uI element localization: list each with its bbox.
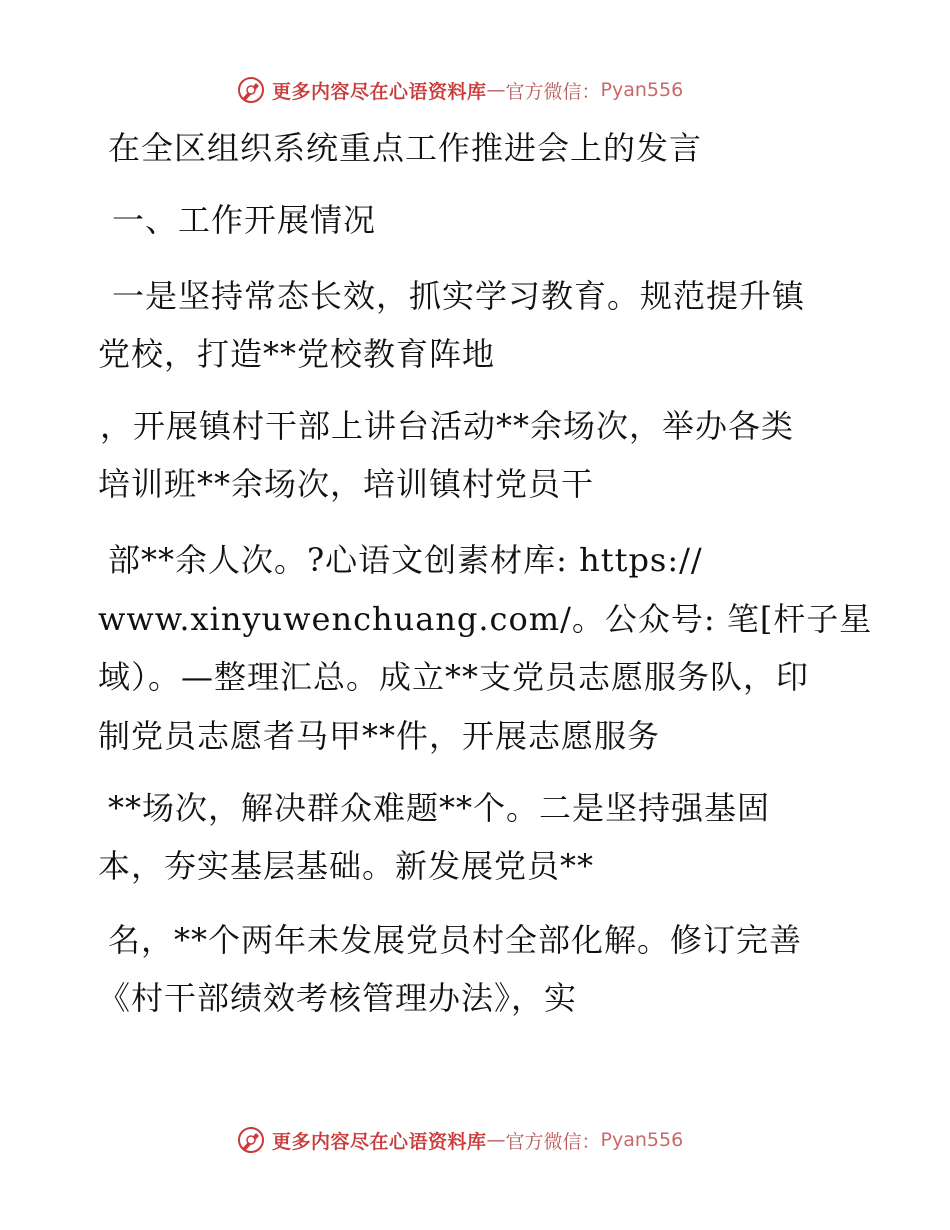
body-line: 一是坚持常态长效，抓实学习教育。规范提升镇: [112, 277, 806, 315]
body-line: 部**余人次。?心语文创素材库: https://: [108, 541, 703, 579]
banner-wechat-id: Pyan556: [600, 1129, 684, 1151]
body-line: 名，**个两年未发展党员村全部化解。修订完善: [108, 921, 803, 959]
banner-main-text: 更多内容尽在心语资料库: [272, 80, 487, 103]
body-line: 制党员志愿者马甲**件，开展志愿服务: [98, 717, 661, 755]
header-watermark-banner: [236, 73, 716, 107]
quill-logo-icon: [236, 75, 266, 105]
body-line: 本，夯实基层基础。新发展党员**: [98, 847, 595, 885]
banner-wechat-label: 官方微信：: [505, 1130, 601, 1153]
body-line: www.xinyuwenchuang.com/。公众号: 笔[杆子星: [98, 600, 873, 638]
banner-dash: —: [486, 79, 506, 101]
document-title: 在全区组织系统重点工作推进会上的发言: [108, 129, 703, 167]
body-line: 《村干部绩效考核管理办法》，实: [98, 979, 578, 1017]
quill-logo-icon: [236, 1125, 266, 1155]
banner-dash: —: [486, 1129, 506, 1151]
footer-watermark-banner: [236, 1123, 716, 1157]
banner-wechat-id: Pyan556: [600, 79, 684, 101]
body-line: 培训班**余场次，培训镇村党员干: [98, 465, 595, 503]
body-line: 党校，打造**党校教育阵地: [98, 335, 496, 373]
section-heading: 一、工作开展情况: [112, 201, 377, 239]
banner-wechat-label: 官方微信：: [505, 80, 601, 103]
body-line: ，开展镇村干部上讲台活动**余场次，举办各类: [100, 407, 795, 445]
banner-main-text: 更多内容尽在心语资料库: [272, 1130, 487, 1153]
body-line: 域）。—整理汇总。成立**支党员志愿服务队，印: [98, 658, 810, 696]
body-line: **场次，解决群众难题**个。二是坚持强基固: [108, 789, 771, 827]
